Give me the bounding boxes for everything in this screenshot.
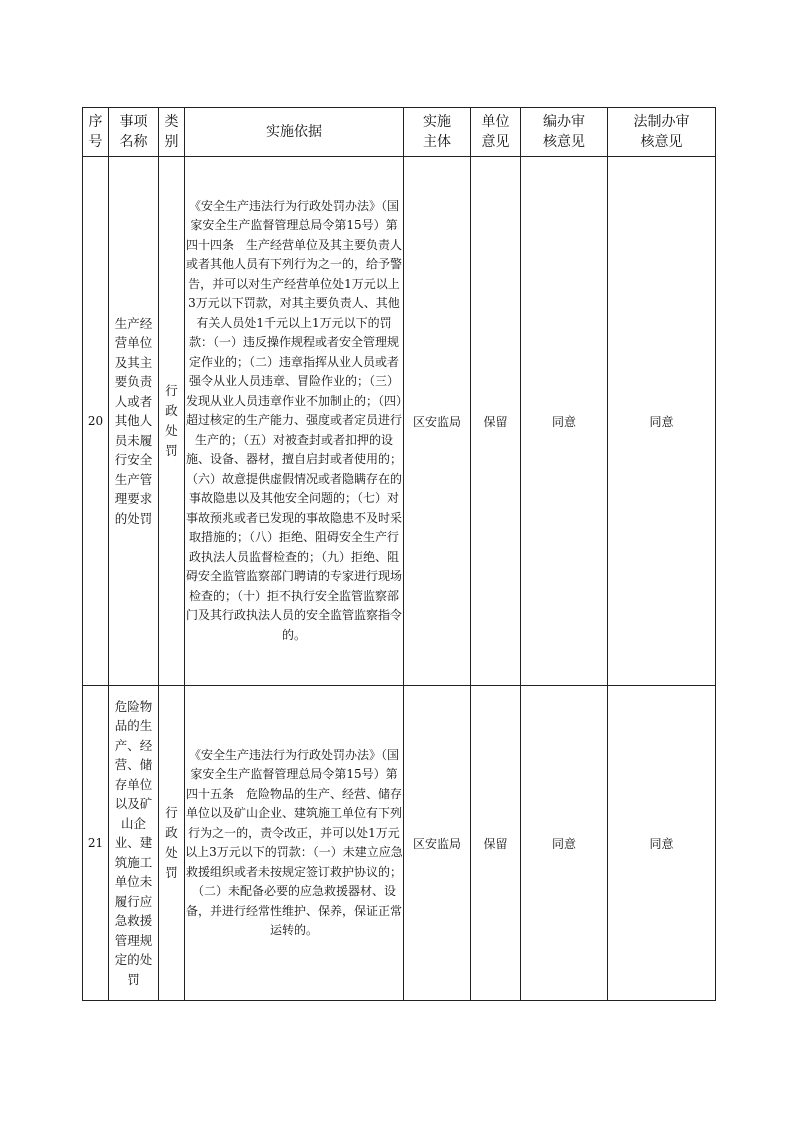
cell-seq: 21 — [83, 686, 109, 1001]
cell-staff-review: 同意 — [521, 686, 608, 1001]
cell-legal-review: 同意 — [608, 686, 716, 1001]
approval-table — [82, 107, 716, 1001]
cell-unit-opinion: 保留 — [471, 686, 521, 1001]
cell-seq: 20 — [83, 157, 109, 686]
header-unit-opinion: 单位意见 — [471, 108, 521, 157]
cell-subject: 区安监局 — [404, 157, 471, 686]
header-row — [83, 108, 716, 157]
header-seq: 序号 — [83, 108, 109, 157]
cell-unit-opinion: 保留 — [471, 157, 521, 686]
cell-staff-review: 同意 — [521, 157, 608, 686]
cell-basis: 《安全生产违法行为行政处罚办法》（国家安全生产监督管理总局令第15号）第四十四条 生产经营单位及其主要负责人或者其他人员有下列行为之一的，给予警告，并可以对生产经营单位处1万元以上3万元以下罚款，对其主要负责人、其他有关人员处1千元以上1万元以下的罚款：（一）违反操作规程或者安全管理规定作业的；（二）违章指挥从业人员或者强令从业人员违章、冒险作业的；（三）发现从业人员违章作业不加制止的；（四）超过核定的生产能力、强度或者定员进行生产的；（五）对被查封或者扣押的设施、设备、器材，擅自启封或者使用的；（六）故意提供虚假情况或者隐瞒存在的事故隐患以及其他安全问题的；（七）对事故预兆或者已发现的事故隐患不及时采取措施的；（八）拒绝、阻碍安全生产行政执法人员监督检查的；（九）拒绝、阻碍安全监管监察部门聘请的专家进行现场检查的；（十）拒不执行安全监管监察部门及其行政执法人员的安全监管监察指令的。 — [185, 157, 404, 686]
header-basis: 实施依据 — [185, 108, 404, 157]
cell-basis: 《安全生产违法行为行政处罚办法》（国家安全生产监督管理总局令第15号）第四十五条 危险物品的生产、经营、储存单位以及矿山企业、建筑施工单位有下列行为之一的，责令改正，并可以处1万元以上3万元以下的罚款：（一）未建立应急救援组织或者未按规定签订救护协议的；（二）未配备必要的应急救援器材、设备，并进行经常性维护、保养，保证正常运转的。 — [185, 686, 404, 1001]
table-row — [83, 157, 716, 686]
header-staff-review: 编办审核意见 — [521, 108, 608, 157]
header-legal-review: 法制办审核意见 — [608, 108, 716, 157]
cell-category: 行政处罚 — [159, 157, 185, 686]
cell-item-name: 危险物品的生产、经营、储存单位以及矿山企业、建筑施工单位未履行应急救援管理规定的处罚 — [109, 686, 159, 1001]
cell-category: 行政处罚 — [159, 686, 185, 1001]
table-row — [83, 686, 716, 1001]
header-category: 类别 — [159, 108, 185, 157]
header-subject: 实施主体 — [404, 108, 471, 157]
cell-item-name: 生产经营单位及其主要负责人或者其他人员未履行安全生产管理要求的处罚 — [109, 157, 159, 686]
cell-legal-review: 同意 — [608, 157, 716, 686]
cell-subject: 区安监局 — [404, 686, 471, 1001]
header-item-name: 事项名称 — [109, 108, 159, 157]
